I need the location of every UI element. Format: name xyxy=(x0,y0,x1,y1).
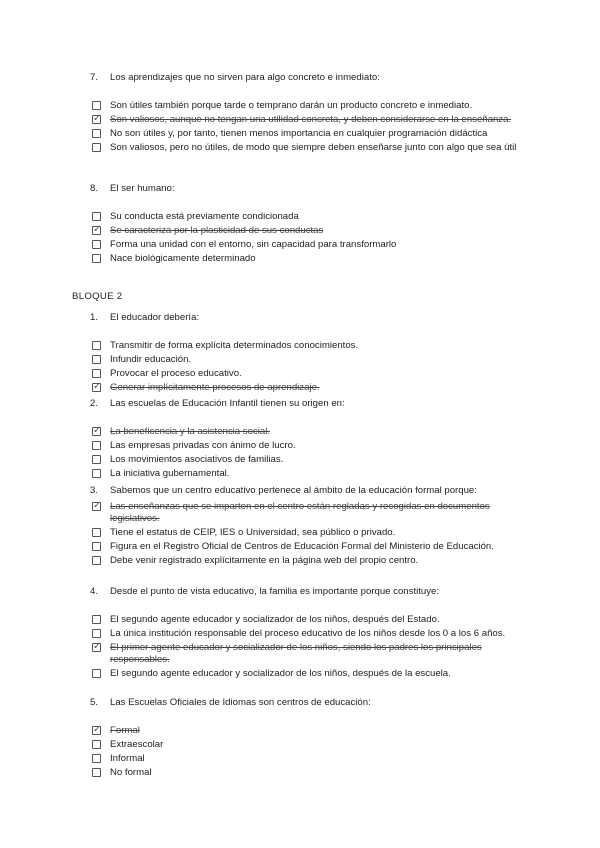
option-text: El segundo agente educador y socializador de los niños, después del Estado. xyxy=(110,614,440,625)
option-text: Son útiles también porque tarde o temprano darán un producto concreto e inmediato. xyxy=(110,100,473,111)
checkbox[interactable] xyxy=(92,383,101,392)
checkbox[interactable] xyxy=(92,226,101,235)
option-text: Son valiosos, aunque no tengan una utilidad concreta, y deben considerarse en la enseñanza. xyxy=(110,114,512,125)
check-icon: ✓ xyxy=(93,381,102,392)
option[interactable] xyxy=(90,527,530,539)
option-list xyxy=(90,100,530,154)
question-number: 5. xyxy=(90,697,99,708)
option-text: Figura en el Registro Oficial de Centros de Educación Formal del Ministerio de Educación. xyxy=(110,541,494,552)
option[interactable] xyxy=(90,225,530,237)
checkbox[interactable] xyxy=(92,615,101,624)
option-text: La beneficencia y la asistencia social. xyxy=(110,426,270,437)
option-text: Infundir educación. xyxy=(110,354,192,365)
option[interactable] xyxy=(90,614,530,626)
option[interactable] xyxy=(90,100,530,112)
question-number: 1. xyxy=(90,312,99,323)
question-header xyxy=(90,586,530,600)
option-text: El segundo agente educador y socializador de los niños, después de la escuela. xyxy=(110,668,451,679)
option-text: Provocar el proceso educativo. xyxy=(110,368,242,379)
option[interactable] xyxy=(90,382,530,394)
option-text: La única institución responsable del proceso educativo de los niños desde los 0 a los 6 años. xyxy=(110,628,506,639)
option[interactable] xyxy=(90,725,530,737)
checkbox[interactable] xyxy=(92,129,101,138)
checkbox[interactable] xyxy=(92,754,101,763)
option[interactable] xyxy=(90,501,530,525)
question-number: 8. xyxy=(90,183,99,194)
checkbox[interactable] xyxy=(92,369,101,378)
option-list xyxy=(90,501,530,567)
question-text: El educador debería: xyxy=(110,312,200,323)
checkbox[interactable] xyxy=(92,427,101,436)
question-b3 xyxy=(90,485,530,569)
option[interactable] xyxy=(90,555,530,567)
option-text: Forma una unidad con el entorno, sin capacidad para transformarlo xyxy=(110,239,397,250)
checkbox[interactable] xyxy=(92,143,101,152)
option-text: Tiene el estatus de CEIP, IES o Universidad, sea público o privado. xyxy=(110,527,396,538)
option[interactable] xyxy=(90,454,530,466)
question-text: Los aprendizajes que no sirven para algo concreto e inmediato: xyxy=(110,72,380,83)
question-text: El ser humano: xyxy=(110,183,175,194)
checkbox[interactable] xyxy=(92,469,101,478)
option-text: Nace biológicamente determinado xyxy=(110,253,256,264)
option-text: Las enseñanzas que se imparten en el centro están regladas y recogidas en documentos legislativos. xyxy=(110,501,490,524)
checkbox[interactable] xyxy=(92,768,101,777)
check-icon: ✓ xyxy=(93,425,102,436)
question-number: 7. xyxy=(90,72,99,83)
question-b2 xyxy=(90,398,530,482)
checkbox[interactable] xyxy=(92,341,101,350)
option[interactable] xyxy=(90,739,530,751)
question-text: Las Escuelas Oficiales de Idiomas son centros de educación: xyxy=(110,697,371,708)
question-8 xyxy=(90,183,530,267)
checkbox[interactable] xyxy=(92,669,101,678)
option[interactable] xyxy=(90,239,530,251)
question-number: 4. xyxy=(90,586,99,597)
option[interactable] xyxy=(90,668,530,680)
question-7 xyxy=(90,72,530,156)
checkbox[interactable] xyxy=(92,254,101,263)
option-text: Generar implícitamente procesos de aprendizaje. xyxy=(110,382,320,393)
question-header xyxy=(90,183,530,197)
question-header xyxy=(90,72,530,86)
question-b5 xyxy=(90,697,530,781)
option-text: Se caracteriza por la plasticidad de sus conductas xyxy=(110,225,324,236)
option-text: No son útiles y, por tanto, tienen menos importancia en cualquier programación didáctica xyxy=(110,128,488,139)
option-list xyxy=(90,211,530,265)
check-icon: ✓ xyxy=(93,641,102,652)
checkbox[interactable] xyxy=(92,556,101,565)
checkbox[interactable] xyxy=(92,355,101,364)
checkbox[interactable] xyxy=(92,115,101,124)
option-text: Son valiosos, pero no útiles, de modo que siempre deben enseñarse junto con algo que sea útil xyxy=(110,142,517,153)
question-b1 xyxy=(90,312,530,396)
checkbox[interactable] xyxy=(92,502,101,511)
option-text: Debe venir registrado explícitamente en la página web del propio centro. xyxy=(110,555,419,566)
checkbox[interactable] xyxy=(92,441,101,450)
question-b4 xyxy=(90,586,530,682)
option-text: Los movimientos asociativos de familias. xyxy=(110,454,284,465)
option[interactable] xyxy=(90,354,530,366)
question-header xyxy=(90,312,530,326)
option[interactable] xyxy=(90,468,530,480)
option[interactable] xyxy=(90,142,530,154)
option[interactable] xyxy=(90,211,530,223)
option[interactable] xyxy=(90,368,530,380)
option[interactable] xyxy=(90,541,530,553)
checkbox[interactable] xyxy=(92,528,101,537)
question-header xyxy=(90,485,530,499)
check-icon: ✓ xyxy=(93,500,102,511)
checkbox[interactable] xyxy=(92,240,101,249)
option-list xyxy=(90,340,530,394)
option-text: El primer agente educador y socializador de los niños, siendo los padres los principales responsables. xyxy=(110,642,482,665)
option-text: Informal xyxy=(110,753,145,764)
option[interactable] xyxy=(90,253,530,265)
question-text: Desde el punto de vista educativo, la familia es importante porque constituye: xyxy=(110,586,440,597)
option-text: Extraescolar xyxy=(110,739,164,750)
checkbox[interactable] xyxy=(92,542,101,551)
option-text: Transmitir de forma explícita determinados conocimientos. xyxy=(110,340,359,351)
block-title: BLOQUE 2 xyxy=(72,291,123,302)
option-list xyxy=(90,725,530,779)
check-icon: ✓ xyxy=(93,113,102,124)
question-header xyxy=(90,398,530,412)
option-text: No formal xyxy=(110,767,152,778)
checkbox[interactable] xyxy=(92,740,101,749)
checkbox[interactable] xyxy=(92,726,101,735)
option-text: Las empresas privadas con ánimo de lucro. xyxy=(110,440,296,451)
option[interactable] xyxy=(90,642,530,666)
question-number: 2. xyxy=(90,398,99,409)
option-text: Su conducta está previamente condicionada xyxy=(110,211,299,222)
option-list xyxy=(90,614,530,680)
checkbox[interactable] xyxy=(92,212,101,221)
checkbox[interactable] xyxy=(92,629,101,638)
question-number: 3. xyxy=(90,485,99,496)
option[interactable] xyxy=(90,440,530,452)
option[interactable] xyxy=(90,128,530,140)
question-text: Sabemos que un centro educativo pertenece al ámbito de la educación formal porque: xyxy=(110,485,477,496)
option[interactable] xyxy=(90,628,530,640)
option[interactable] xyxy=(90,340,530,352)
option-text: Formal xyxy=(110,725,140,736)
option-list xyxy=(90,426,530,480)
question-header xyxy=(90,697,530,711)
option[interactable] xyxy=(90,114,530,126)
check-icon: ✓ xyxy=(93,724,102,735)
option[interactable] xyxy=(90,753,530,765)
option[interactable] xyxy=(90,767,530,779)
checkbox[interactable] xyxy=(92,101,101,110)
check-icon: ✓ xyxy=(93,224,102,235)
checkbox[interactable] xyxy=(92,455,101,464)
option[interactable] xyxy=(90,426,530,438)
checkbox[interactable] xyxy=(92,643,101,652)
question-text: Las escuelas de Educación Infantil tienen su origen en: xyxy=(110,398,345,409)
option-text: La iniciativa gubernamental. xyxy=(110,468,230,479)
